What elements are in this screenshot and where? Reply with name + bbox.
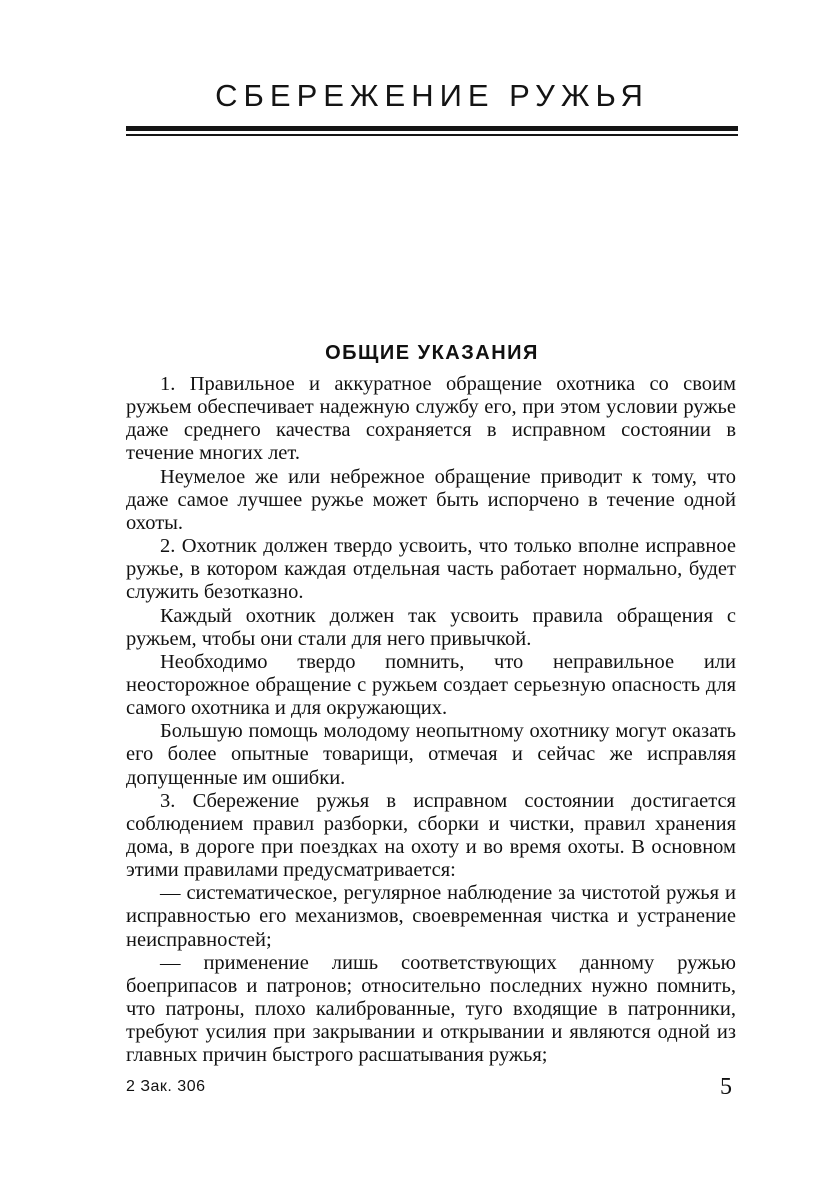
title-rule-thick bbox=[126, 126, 738, 131]
body-text bbox=[126, 373, 736, 1068]
page-number: 5 bbox=[720, 1074, 732, 1100]
page-footer bbox=[126, 1074, 738, 1102]
paragraph: Большую помощь молодому неопытному охотнику могут оказать его более опытные товарищи, отмечая и сейчас же исправляя допущенные им ошибки. bbox=[126, 720, 736, 789]
title-rule-thin bbox=[126, 134, 738, 136]
paragraph: Необходимо твердо помнить, что неправильное или неосторожное обращение с ружьем создает серьезную опасность для самого охотника и для окружающих. bbox=[126, 650, 736, 720]
chapter-title: СБЕРЕЖЕНИЕ РУЖЬЯ bbox=[215, 78, 649, 113]
paragraph: 1. Правильное и аккуратное обращение охотника со своим ружьем обеспечивает надежную службу его, при этом условии ружье даже среднего качества сохраняется в исправном состоянии в течение многих лет. bbox=[126, 373, 736, 465]
paragraph: Неумелое же или небрежное обращение приводит к тому, что даже самое лучшее ружье может быть испорчено в течение одной охоты. bbox=[126, 465, 736, 534]
section-heading: ОБЩИЕ УКАЗАНИЯ bbox=[325, 342, 539, 364]
paragraph: — систематическое, регулярное наблюдение за чистотой ружья и исправностью его механизмов, своевременная чистка и устранение неисправностей; bbox=[126, 882, 736, 951]
paragraph: — применение лишь соответствующих данному ружью боеприпасов и патронов; относительно последних нужно помнить, что патроны, плохо калиброванные, туго входящие в патронники, требуют усилия при закрывании и открывании и являются одной из главных причин быстрого расшатывания ружья; bbox=[126, 951, 736, 1067]
paragraph: 2. Охотник должен твердо усвоить, что только вполне исправное ружье, в котором каждая отдельная часть работает нормально, будет служить безотказно. bbox=[126, 535, 736, 604]
paragraph: Каждый охотник должен так усвоить правила обращения с ружьем, чтобы они стали для него привычкой. bbox=[126, 604, 736, 650]
paragraph: 3. Сбережение ружья в исправном состоянии достигается соблюдением правил разборки, сборки и чистки, правил хранения дома, в дороге при поездках на охоту и во время охоты. В основном этими правилами предусматривается: bbox=[126, 789, 736, 882]
printing-signature: 2 Зак. 306 bbox=[126, 1078, 206, 1095]
